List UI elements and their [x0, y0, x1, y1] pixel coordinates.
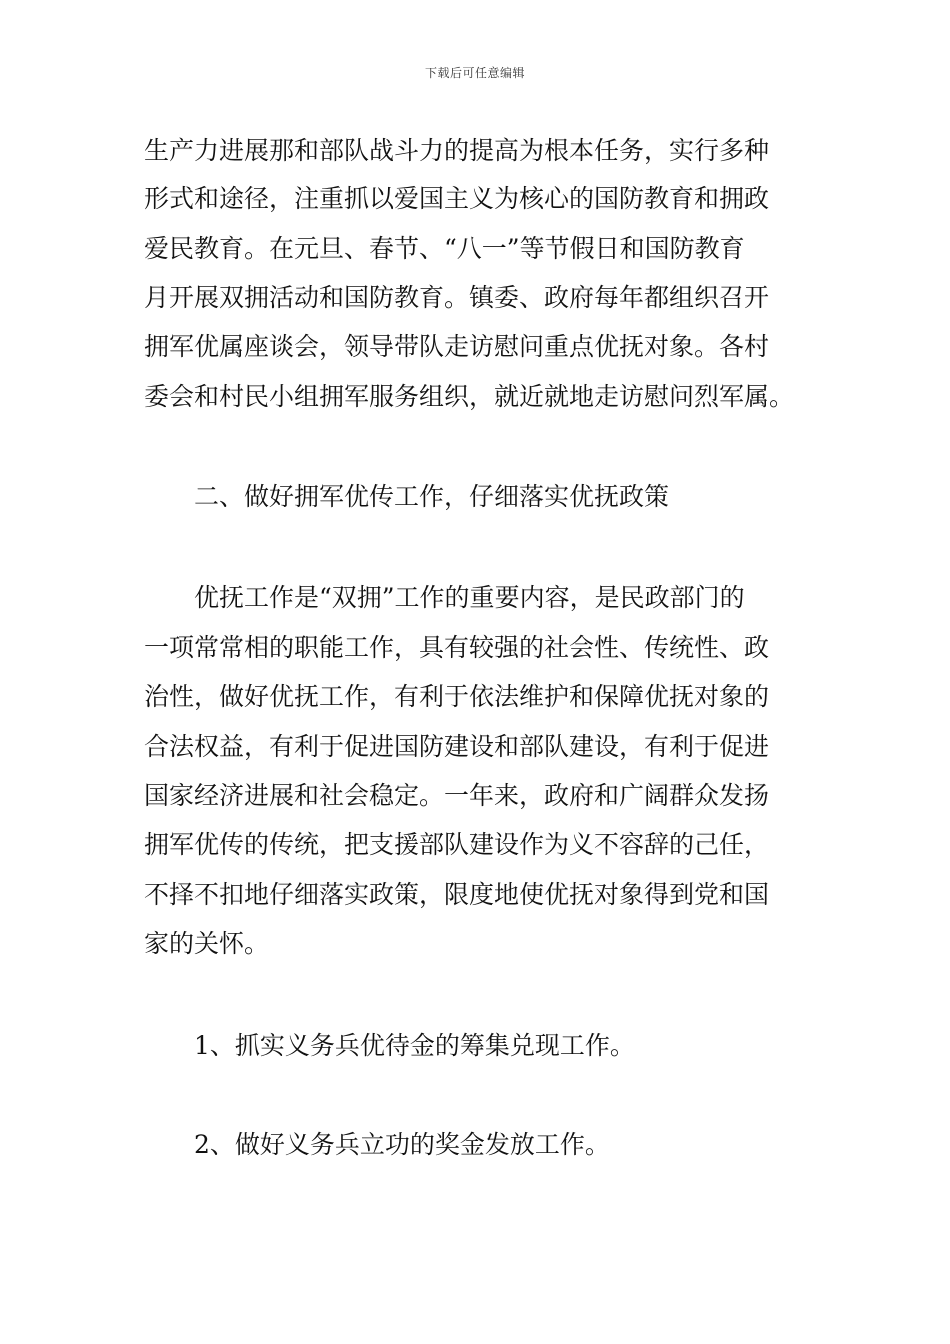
paragraph-line: 治性，做好优抚工作，有利于依法维护和保障优抚对象的	[144, 682, 770, 711]
paragraph-line: 优抚工作是“双拥”工作的重要内容，是民政部门的	[194, 583, 745, 612]
list-item: 2、做好义务兵立功的奖金发放工作。	[194, 1130, 610, 1159]
paragraph-line: 形式和途径，注重抓以爱国主义为核心的国防教育和拥政	[144, 184, 770, 213]
section-heading: 二、做好拥军优传工作，仔细落实优抚政策	[194, 482, 670, 511]
paragraph-line: 爱民教育。在元旦、春节、“八一”等节假日和国防教育	[144, 234, 745, 263]
paragraph-line: 一项常常相的职能工作，具有较强的社会性、传统性、政	[144, 633, 770, 662]
paragraph-line: 拥军优属座谈会，领导带队走访慰问重点优抚对象。各村	[144, 332, 770, 361]
paragraph-line: 委会和村民小组拥军服务组织，就近就地走访慰问烈军属。	[144, 382, 795, 411]
paragraph-line: 拥军优传的传统，把支援部队建设作为义不容辞的己任，	[144, 830, 770, 859]
paragraph-line: 生产力进展那和部队战斗力的提高为根本任务，实行多种	[144, 136, 770, 165]
paragraph-line: 合法权益，有利于促进国防建设和部队建设，有利于促进	[144, 732, 770, 761]
paragraph-line: 不择不扣地仔细落实政策，限度地使优抚对象得到党和国	[144, 880, 770, 909]
page-header: 下载后可任意编辑	[424, 66, 525, 80]
paragraph-line: 月开展双拥活动和国防教育。镇委、政府每年都组织召开	[144, 283, 770, 312]
list-item: 1、抓实义务兵优待金的筹集兑现工作。	[194, 1031, 635, 1060]
paragraph-line: 国家经济进展和社会稳定。一年来，政府和广阔群众发扬	[144, 781, 770, 810]
paragraph-line: 家的关怀。	[144, 929, 270, 958]
